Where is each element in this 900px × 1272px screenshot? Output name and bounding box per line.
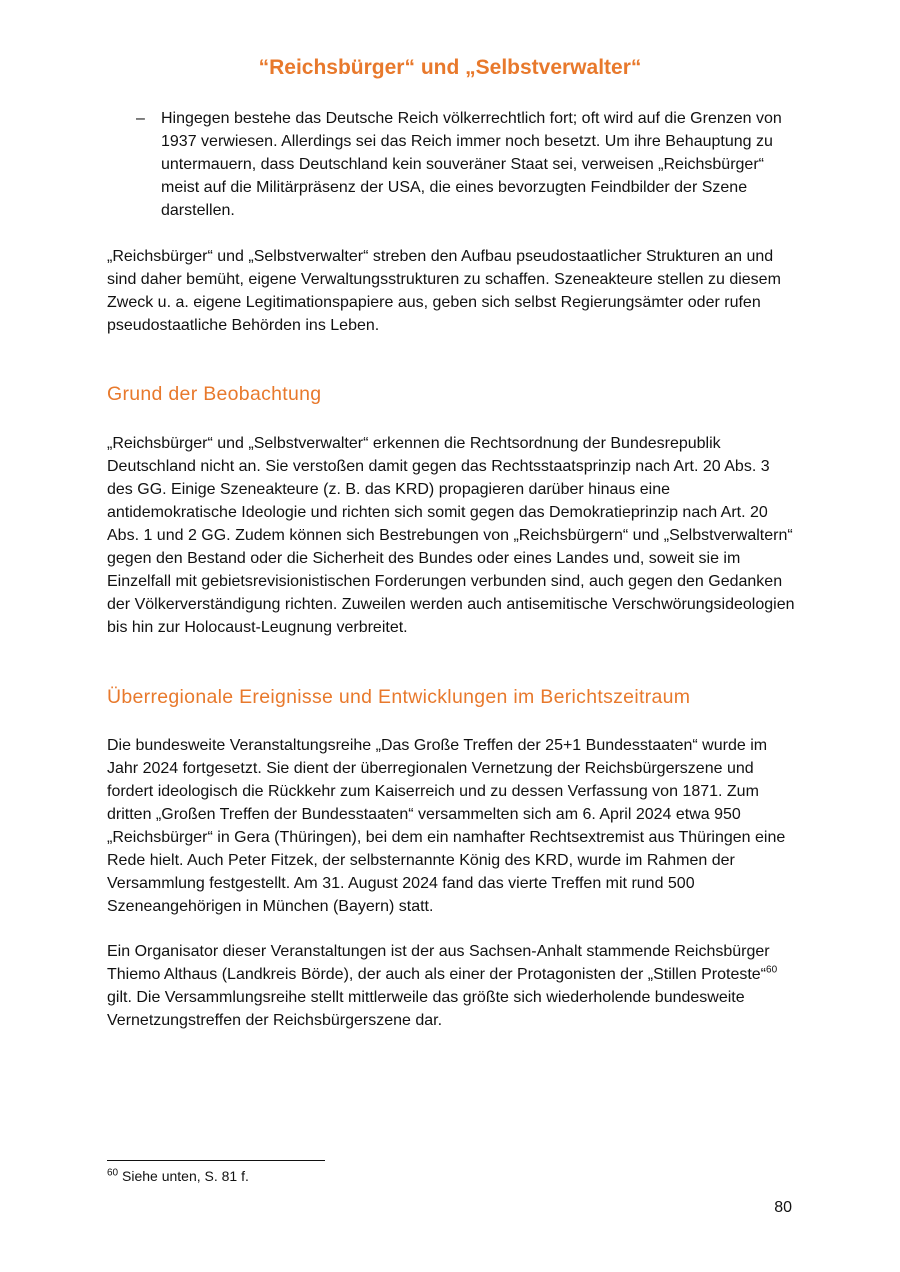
bullet-dash: –	[136, 110, 145, 127]
footnote-number: 60	[107, 1167, 119, 1179]
intro-paragraph: „Reichsbürger“ und „Selbstverwalter“ streben den Aufbau pseudostaatlicher Strukturen an und sind daher bemüht, eigene Verwaltungsstrukturen zu schaffen. Szeneakteure stellen zu diesem Zweck u. a. eigene Legitimationspapiere aus, geben sich selbst Regierungsämter oder rufen pseudostaatliche Behörden ins Leben.	[107, 248, 781, 334]
footnote	[107, 1167, 249, 1185]
bullet-item	[136, 107, 796, 222]
paragraph-2-text-before: Ein Organisator dieser Veranstaltungen ist der aus Sachsen-Anhalt stammende Reichsbürger Thiemo Althaus (Landkreis Börde), der auch als einer der Protagonisten der „Stillen Proteste“	[107, 943, 770, 983]
section-grund-paragraph: „Reichsbürger“ und „Selbstverwalter“ erkennen die Rechtsordnung der Bundesrepublik Deutschland nicht an. Sie verstoßen damit gegen das Rechtsstaatsprinzip nach Art. 20 Abs. 3 des GG. Einige Szeneakteure (z. B. das KRD) propagieren darüber hinaus eine antidemokratische Ideologie und richten sich somit gegen das Demokratieprinzip nach Art. 20 Abs. 1 und 2 GG. Zudem können sich Bestrebungen von „Reichsbürgern“ und „Selbstverwaltern“ gegen den Bestand oder die Sicherheit des Bundes oder eines Landes und, soweit sie im Einzelfall mit gebietsrevisionistischen Forderungen verbunden sind, auch gegen den Gedanken der Völkerverständigung richten. Zuweilen werden auch antisemitische Verschwörungsideologien bis hin zur Holocaust-Leugnung verbreitet.	[107, 435, 795, 636]
section-heading-grund: Grund der Beobachtung	[107, 383, 322, 405]
footnote-divider	[107, 1160, 325, 1161]
section-heading-ereignisse: Überregionale Ereignisse und Entwicklungen im Berichtszeitraum	[107, 686, 691, 708]
bullet-text: Hingegen bestehe das Deutsche Reich völkerrechtlich fort; oft wird auf die Grenzen von 1937 verwiesen. Allerdings sei das Reich immer noch besetzt. Um ihre Behauptung zu untermauern, dass Deutschland kein souveräner Staat sei, verweisen „Reichsbürger“ meist auf die Militärpräsenz der USA, die eines bevorzugten Feindbilder der Szene darstellen.	[161, 110, 782, 219]
page-title: “Reichsbürger“ und „Selbstverwalter“	[258, 56, 642, 79]
footnote-text: Siehe unten, S. 81 f.	[118, 1168, 249, 1184]
page-number: 80	[774, 1199, 792, 1216]
paragraph-2-text-after: gilt. Die Versammlungsreihe stellt mittlerweile das größte sich wiederholende bundesweite Vernetzungstreffen der Reichsbürgerszene dar.	[107, 989, 745, 1029]
footnote-reference[interactable]: 60	[766, 964, 778, 976]
section-ereignisse-paragraph-1: Die bundesweite Veranstaltungsreihe „Das Große Treffen der 25+1 Bundesstaaten“ wurde im Jahr 2024 fortgesetzt. Sie dient der überregionalen Vernetzung der Reichsbürgerszene und fordert ideologisch die Rückkehr zum Kaiserreich und zu dessen Verfassung von 1871. Zum dritten „Großen Treffen der Bundesstaaten“ versammelten sich am 6. April 2024 etwa 950 „Reichsbürger“ in Gera (Thüringen), bei dem ein namhafter Rechtsextremist aus Thüringen eine Rede hielt. Auch Peter Fitzek, der selbsternannte König des KRD, wurde im Rahmen der Versammlung festgestellt. Am 31. August 2024 fand das vierte Treffen mit rund 500 Szeneangehörigen in München (Bayern) statt.	[107, 737, 786, 915]
section-ereignisse-paragraph-2	[107, 940, 797, 1032]
